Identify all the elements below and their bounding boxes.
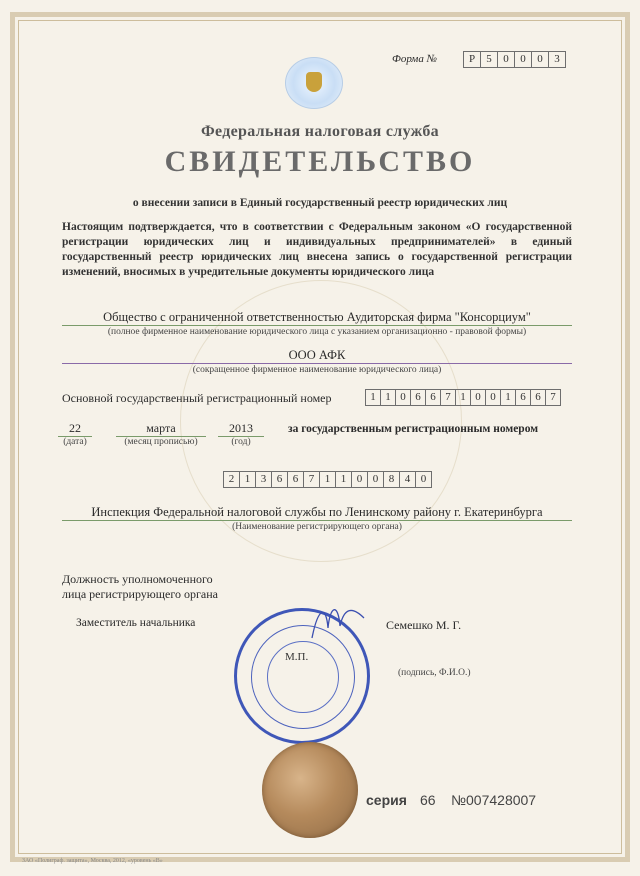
company-full-name: Общество с ограниченной ответственностью Аудиторская фирма "Консорциум" [62, 310, 572, 326]
form-number-cell: 3 [548, 51, 566, 68]
company-short-name-caption: (сокращенное фирменное наименование юридического лица) [192, 365, 442, 375]
fns-emblem-icon [285, 57, 343, 109]
grn-digit: 2 [223, 471, 240, 488]
ogrn-digit: 1 [365, 389, 381, 406]
official-position: Заместитель начальника [76, 617, 196, 629]
ogrn-digit: 0 [395, 389, 411, 406]
ogrn-digit: 6 [425, 389, 441, 406]
ogrn-digit: 7 [440, 389, 456, 406]
ogrn-box [366, 389, 561, 406]
form-label: Форма № [392, 53, 437, 65]
grn-digit: 7 [303, 471, 320, 488]
ogrn-digit: 1 [380, 389, 396, 406]
hologram-seal-icon [262, 742, 358, 838]
company-short-name: ООО АФК [62, 348, 572, 364]
grn-box [224, 471, 432, 488]
form-number-cell: 0 [531, 51, 549, 68]
series-label: серия [366, 792, 407, 808]
position-label-line1: Должность уполномоченного [62, 572, 213, 586]
date-month-caption: (месяц прописью) [124, 437, 198, 447]
sign-caption: (подпись, Ф.И.О.) [398, 668, 471, 678]
ogrn-digit: 6 [530, 389, 546, 406]
grn-digit: 1 [319, 471, 336, 488]
ogrn-digit: 0 [485, 389, 501, 406]
document-subtitle: о внесении записи в Единый государственный реестр юридических лиц [132, 197, 508, 209]
series-code: 66 [420, 792, 436, 808]
grn-digit: 4 [399, 471, 416, 488]
form-number-cell: 5 [480, 51, 498, 68]
grn-digit: 6 [287, 471, 304, 488]
registering-authority-caption: (Наименование регистрирующего органа) [232, 522, 402, 532]
form-number-cell: 0 [497, 51, 515, 68]
confirmation-paragraph: Настоящим подтверждается, что в соответствии с Федеральным законом «О государственной регистрации юридических лиц и индивидуальных предпринимателей» в единый государственный реестр юридических лиц внесена запись о государственной регистрации изменений, вносимых в учредительные документы юридического лица [62, 221, 572, 278]
grn-digit: 1 [239, 471, 256, 488]
position-label-line2: лица регистрирующего органа [62, 587, 218, 601]
ogrn-digit: 7 [545, 389, 561, 406]
stamp-mark: М.П. [285, 651, 309, 663]
ogrn-digit: 6 [515, 389, 531, 406]
form-number-cell: 0 [514, 51, 532, 68]
grn-digit: 8 [383, 471, 400, 488]
printer-footer: ЗАО «Полиграф. защита», Москва, 2012, «уровень «В» [22, 858, 163, 864]
grn-digit: 3 [255, 471, 272, 488]
grn-digit: 1 [335, 471, 352, 488]
series-number: №007428007 [451, 792, 537, 808]
official-name: Семешко М. Г. [386, 618, 462, 632]
registering-authority: Инспекция Федеральной налоговой службы по Ленинскому району г. Екатеринбурга [62, 505, 572, 521]
company-full-name-caption: (полное фирменное наименование юридического лица с указанием организационно - правовой формы) [107, 327, 527, 337]
agency-title: Федеральная налоговая служба [201, 123, 439, 140]
grn-intro: за государственным регистрационным номером [288, 423, 539, 435]
form-number-cell: Р [463, 51, 481, 68]
date-month: марта [116, 421, 206, 437]
date-day-caption: (дата) [63, 437, 87, 447]
ogrn-digit: 0 [470, 389, 486, 406]
date-year: 2013 [218, 421, 264, 437]
form-number-box [464, 51, 566, 68]
signature-icon [308, 598, 368, 648]
grn-digit: 0 [415, 471, 432, 488]
date-year-caption: (год) [231, 437, 251, 447]
document-title: СВИДЕТЕЛЬСТВО [164, 145, 476, 178]
ogrn-digit: 6 [410, 389, 426, 406]
ogrn-digit: 1 [500, 389, 516, 406]
grn-digit: 0 [351, 471, 368, 488]
grn-digit: 6 [271, 471, 288, 488]
ogrn-digit: 1 [455, 389, 471, 406]
ogrn-label: Основной государственный регистрационный номер [62, 391, 332, 405]
grn-digit: 0 [367, 471, 384, 488]
date-day: 22 [58, 421, 92, 437]
